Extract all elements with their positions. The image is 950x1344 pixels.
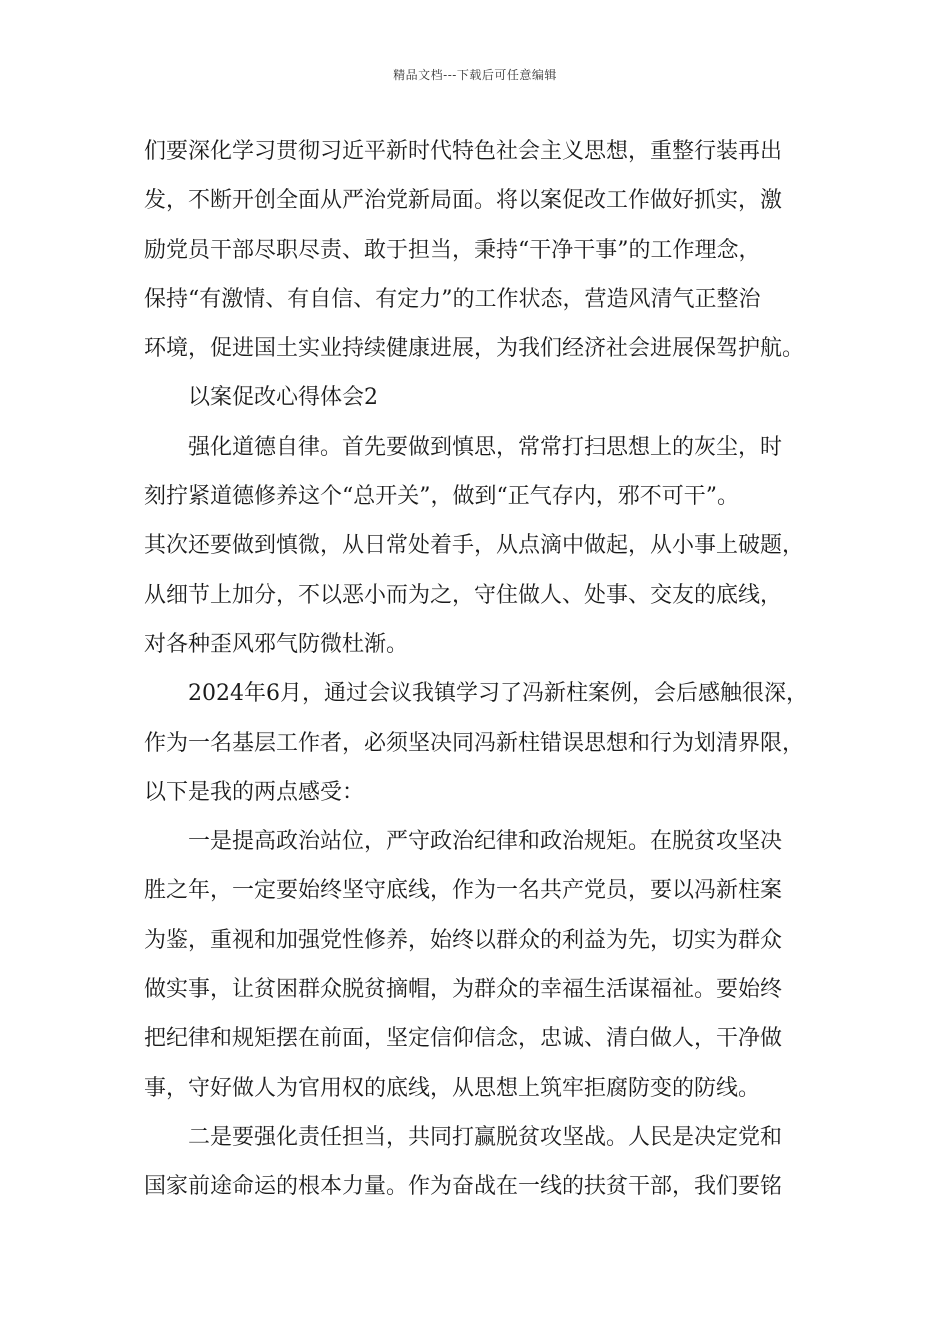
text-line: 胜之年，一定要始终坚守底线，作为一名共产党员，要以冯新柱案 — [144, 878, 783, 904]
text-line: 做实事，让贫困群众脱贫摘帽，为群众的幸福生活谋福祉。要始终 — [144, 977, 783, 1003]
text-line: 以下是我的两点感受： — [144, 779, 365, 805]
text-line: 作为一名基层工作者，必须坚决同冯新柱错误思想和行为划清界限， — [144, 730, 805, 756]
page-header: 精品文档---下载后可任意编辑 — [393, 68, 557, 82]
text-line: 为鉴，重视和加强党性修养，始终以群众的利益为先，切实为群众 — [144, 927, 783, 953]
text-line: 从细节上加分，不以恶小而为之，守住做人、处事、交友的底线， — [144, 582, 783, 608]
text-line: 对各种歪风邪气防微杜渐。 — [144, 631, 409, 657]
text-line: 其次还要做到慎微，从日常处着手，从点滴中做起，从小事上破题， — [144, 533, 805, 559]
text-line: 二是要强化责任担当，共同打赢脱贫攻坚战。人民是决定党和 — [188, 1124, 783, 1150]
text-line: 发，不断开创全面从严治党新局面。将以案促改工作做好抓实，激 — [144, 188, 783, 214]
document-body — [144, 130, 824, 1215]
text-line: 环境，促进国土实业持续健康进展，为我们经济社会进展保驾护航。 — [144, 336, 805, 362]
text-line: 事，守好做人为官用权的底线，从思想上筑牢拒腐防变的防线。 — [144, 1075, 761, 1101]
text-line: 2024年6月，通过会议我镇学习了冯新柱案例，会后感触很深， — [188, 681, 808, 707]
text-line: 励党员干部尽职尽责、敢于担当，秉持“干净干事”的工作理念， — [144, 237, 761, 263]
text-line: 国家前途命运的根本力量。作为奋战在一线的扶贫干部，我们要铭 — [144, 1174, 783, 1200]
section-heading: 以案促改心得体会2 — [188, 385, 378, 411]
text-line: 保持“有激情、有自信、有定力”的工作状态，营造风清气正整治 — [144, 286, 761, 312]
text-line: 一是提高政治站位，严守政治纪律和政治规矩。在脱贫攻坚决 — [188, 829, 783, 855]
text-line: 们要深化学习贯彻习近平新时代特色社会主义思想，重整行装再出 — [144, 139, 783, 164]
text-line: 把纪律和规矩摆在前面，坚定信仰信念，忠诚、清白做人，干净做 — [144, 1026, 783, 1052]
text-line: 强化道德自律。首先要做到慎思，常常打扫思想上的灰尘，时 — [188, 434, 783, 460]
text-line: 刻拧紧道德修养这个“总开关”，做到“正气存内，邪不可干”。 — [144, 484, 739, 510]
